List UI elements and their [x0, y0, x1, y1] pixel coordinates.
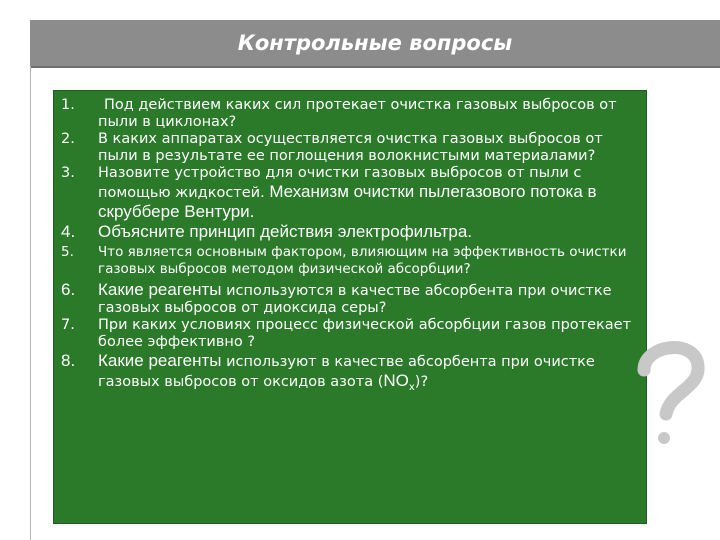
question-number: 3.	[61, 165, 75, 181]
question-number: 2.	[61, 131, 75, 147]
question-item-4	[54, 222, 648, 242]
question-number: 5.	[61, 244, 74, 260]
question-item-6	[54, 280, 648, 317]
question-text: используются в качестве абсорбента при очистке газовых выбросов от диоксида серы?	[98, 283, 612, 316]
question-text-large: Механизм очистки пылегазового потока в скруббере Вентури.	[98, 182, 597, 221]
question-text: Назовите устройство для очистки газовых выбросов от пыли с помощью жидкостей.	[98, 165, 582, 201]
question-item-7	[54, 317, 648, 351]
formula-subscript: x	[408, 381, 415, 393]
question-number: 6.	[61, 280, 76, 299]
questions-panel	[53, 90, 647, 524]
question-text: Под действием каких сил протекает очистка газовых выбросов от пыли в циклонах?	[98, 97, 617, 130]
question-text-large: Какие реагенты	[98, 280, 222, 299]
page-title: Контрольные вопросы	[237, 31, 513, 55]
left-divider	[30, 66, 31, 540]
question-number: 4.	[61, 222, 76, 241]
question-text-large: Какие реагенты	[98, 351, 222, 370]
question-text: В каких аппаратах осуществляется очистка газовых выбросов от пыли в результате ее поглощения волокнистыми материалами?	[98, 131, 603, 164]
question-number: 8.	[61, 351, 76, 370]
question-item-3	[54, 165, 648, 222]
question-item-8	[54, 351, 648, 396]
question-text: используют в качестве абсорбента при очистке газовых выбросов от оксидов азота (	[98, 354, 595, 390]
question-mark-icon	[630, 330, 710, 450]
question-item-1	[54, 97, 648, 131]
question-number: 1.	[61, 97, 75, 113]
question-item-2	[54, 131, 648, 165]
question-text: Что является основным фактором, влияющим на эффективность очистки газовых выбросов методом физической абсорбции?	[98, 244, 627, 277]
question-item-5	[54, 244, 648, 278]
question-text-end: )?	[414, 374, 429, 390]
formula-text: NO	[383, 371, 409, 390]
question-text: Объясните принцип действия электрофильтра.	[98, 222, 473, 241]
header-bar	[30, 20, 720, 68]
question-number: 7.	[61, 317, 75, 333]
questions-list	[54, 97, 648, 396]
question-text: При каких условиях процесс физической абсорбции газов протекает более эффективно ?	[98, 317, 632, 350]
